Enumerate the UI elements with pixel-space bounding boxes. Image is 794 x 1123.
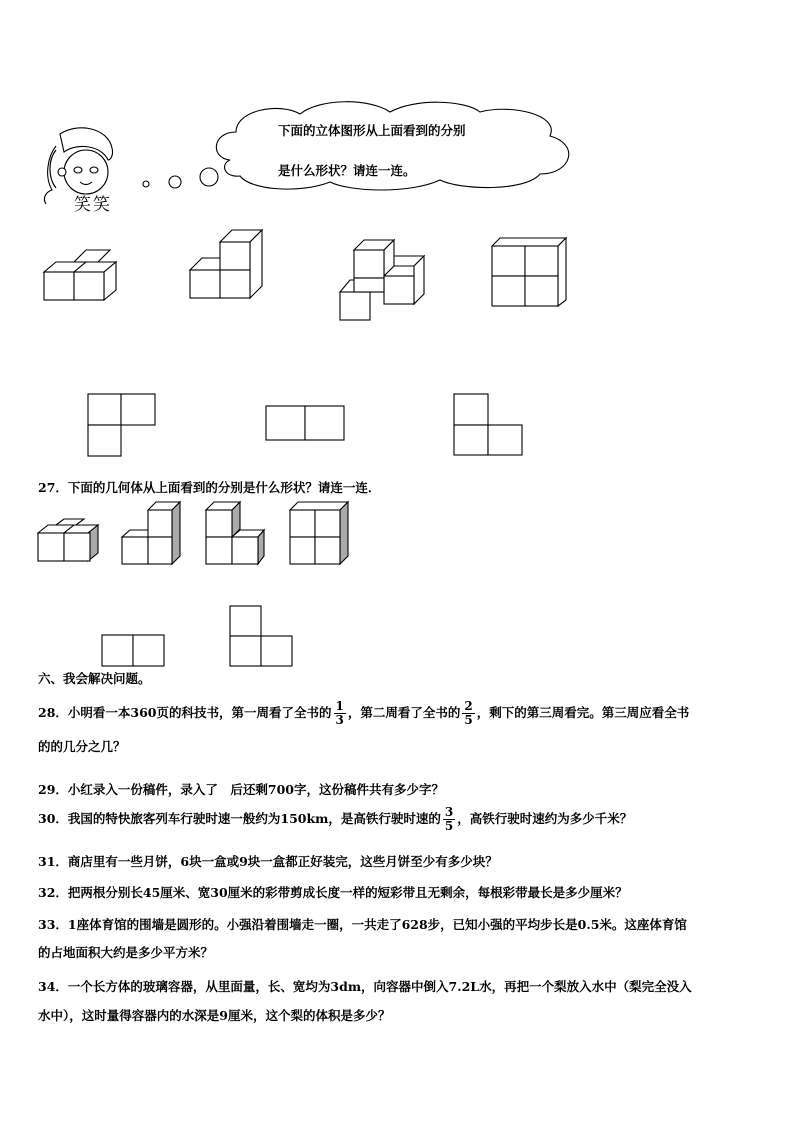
- q28-text-c: ，剩下的第三周看完。第三周应看全书: [476, 705, 690, 720]
- question-30: [38, 806, 632, 833]
- top-view-1: [88, 394, 158, 458]
- q27-solid-2: [122, 502, 186, 566]
- question-32: 32．把两根分别长45厘米、宽30厘米的彩带剪成长度一样的短彩带且无剩余，每根彩带最长是多少厘米？: [38, 885, 628, 900]
- question-28: [38, 700, 689, 727]
- q28-text-b: ，第二周看了全书的: [347, 705, 461, 720]
- q28-fraction-1: $\frac{1}{3}$: [335, 699, 344, 727]
- q30-fraction: $\frac{3}{5}$: [444, 805, 454, 833]
- question-33-line2: 的占地面积大约是多少平方米？: [38, 945, 214, 960]
- q30-text-b: ，高铁行驶时速约为多少千米？: [457, 811, 633, 826]
- girl-caption: 笑笑: [74, 195, 112, 215]
- question-34-line2: 水中），这时量得容器内的水深是9厘米，这个梨的体积是多少？: [38, 1008, 391, 1023]
- question-28-line2: 的的几分之几？: [38, 739, 126, 754]
- question-31: 31．商店里有一些月饼，6块一盒或9块一盒都正好装完，这些月饼至少有多少块？: [38, 854, 498, 869]
- thought-bubble: [140, 96, 590, 196]
- solid-figure-2: [190, 228, 266, 302]
- bubble-text-line2: 是什么形状？请连一连。: [278, 163, 416, 178]
- top-view-2: [266, 406, 346, 442]
- question-29: 29．小红录入一份稿件，录入了 后还剩700字，这份稿件共有多少字？: [38, 782, 444, 797]
- solid-figure-3: [340, 236, 430, 326]
- q27-solid-3: [206, 502, 270, 566]
- bubble-text-line1: 下面的立体图形从上面看到的分别: [278, 123, 466, 138]
- q27-solid-1: [38, 519, 102, 565]
- question-34-line1: 34．一个长方体的玻璃容器，从里面量，长、宽均为3dm，向容器中倒入7.2L水，再把一个梨放入水中（梨完全没入: [38, 979, 692, 994]
- q28-fraction-2: $\frac{2}{5}$: [464, 699, 473, 727]
- question-33-line1: 33．1座体育馆的围墙是圆形的。小强沿着围墙走一圈，一共走了628步，已知小强的平均步长是0.5米。这座体育馆: [38, 917, 687, 932]
- section-6-heading: 六、我会解决问题。: [38, 671, 151, 686]
- top-view-3: [454, 394, 524, 458]
- question-27: 27．下面的几何体从上面看到的分别是什么形状？请连一连．: [38, 480, 381, 495]
- q27-solid-4: [290, 502, 354, 566]
- q30-text-a: 30．我国的特快旅客列车行驶时速一般约为150km，是高铁行驶时速的: [38, 811, 441, 826]
- solid-figure-4: [492, 238, 570, 308]
- q27-top-view-1: [102, 635, 166, 669]
- solid-figure-1: [44, 246, 124, 302]
- q28-text-a: 28．小明看一本360页的科技书，第一周看了全书的: [38, 705, 332, 720]
- q27-top-view-2: [230, 606, 294, 668]
